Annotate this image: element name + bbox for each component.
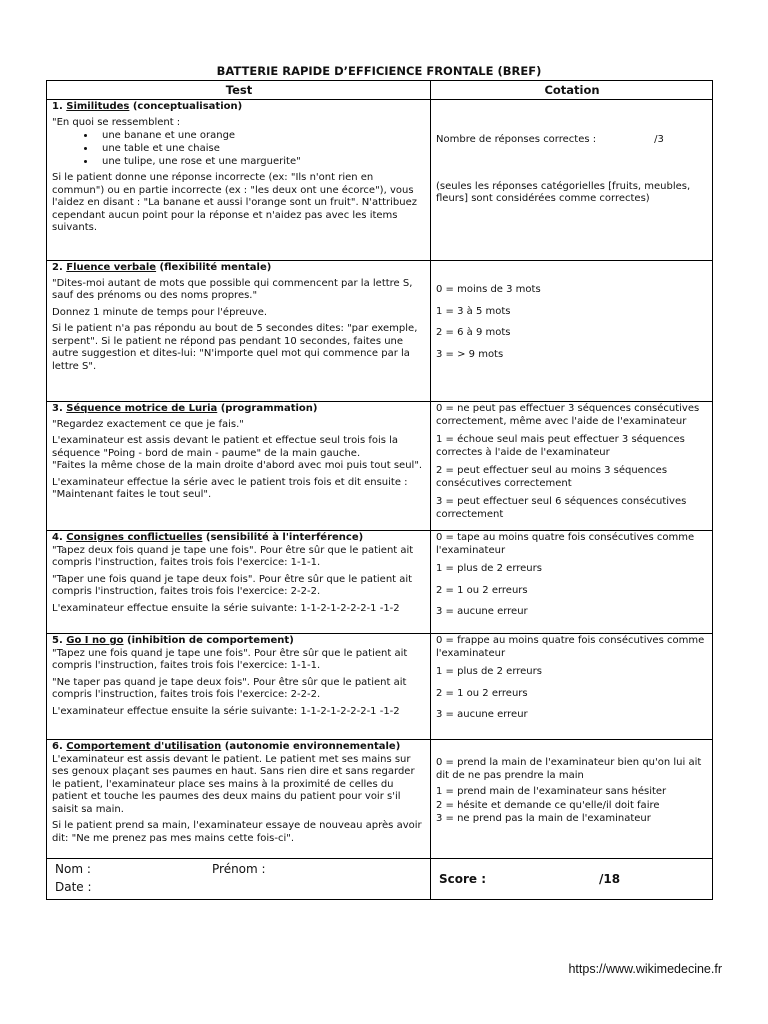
section-comportement-utilisation bbox=[47, 740, 713, 859]
header-test: Test bbox=[47, 81, 431, 100]
patient-info-cell bbox=[47, 859, 431, 900]
instruction-text: L'examinateur est assis devant le patient et effectue seul trois fois la séquence "Poing - bord de main - paume" de la main gauche. bbox=[52, 435, 399, 459]
section-luria bbox=[47, 402, 713, 531]
section-title: 5. Go I no go (inhibition de comportement) bbox=[52, 635, 294, 646]
score-option: 3 = > 9 mots bbox=[436, 348, 504, 360]
test-cell bbox=[47, 261, 431, 402]
cotation-cell bbox=[431, 100, 713, 261]
score-option: 2 = 1 ou 2 erreurs bbox=[436, 584, 528, 596]
cotation-cell bbox=[431, 531, 713, 634]
score-total: /18 bbox=[599, 871, 621, 886]
instruction-text: "Ne taper pas quand je tape deux fois". Pour être sûr que le patient ait compris l'instruction, faites trois fois l'exercice: 2-2-2. bbox=[52, 676, 407, 700]
instruction-text: L'examinateur effectue ensuite la série suivante: 1-1-2-1-2-2-2-1 -1-2 bbox=[52, 705, 400, 717]
score-option: 3 = ne prend pas la main de l'examinateur bbox=[436, 813, 651, 824]
instruction-text: "Taper une fois quand je tape deux fois". Pour être sûr que le patient ait compris l'instruction, faites trois fois l'exercice: 2-2-2. bbox=[52, 573, 413, 597]
score-option: 0 = tape au moins quatre fois consécutives comme l'examinateur bbox=[436, 532, 695, 556]
prenom-label: Prénom : bbox=[212, 862, 266, 876]
header-row bbox=[47, 81, 713, 100]
score-cell bbox=[431, 859, 713, 900]
instruction-text: Si le patient prend sa main, l'examinateur essaye de nouveau après avoir dit: "Ne me prenez pas mes mains cette fois-ci". bbox=[52, 820, 422, 844]
header-cotation: Cotation bbox=[431, 81, 713, 100]
instruction-text: "Tapez une fois quand je tape une fois". Pour être sûr que le patient ait compris l'instruction, faites trois fois l'exercice: 1-1-1. bbox=[52, 647, 408, 671]
source-url: https://www.wikimedecine.fr bbox=[568, 962, 722, 976]
instruction-text: "En quoi se ressemblent : bbox=[52, 116, 181, 128]
instruction-text: Si le patient n'a pas répondu au bout de 5 secondes dites: "par exemple, serpent". Si le patient ne répond pas pendant 10 secondes, faites une autre suggestion et dites-lui: "N'importe quel mot qui commence par la lettre S". bbox=[52, 323, 418, 372]
section-consignes-conflictuelles bbox=[47, 531, 713, 634]
score-option: 1 = échoue seul mais peut effectuer 3 séquences correctes à l'aide de l'examinateur bbox=[436, 434, 685, 458]
item-list bbox=[52, 129, 426, 168]
test-cell bbox=[47, 740, 431, 859]
date-label: Date : bbox=[55, 880, 92, 894]
cotation-cell bbox=[431, 740, 713, 859]
cotation-cell bbox=[431, 402, 713, 531]
section-title: 3. Séquence motrice de Luria (programmation) bbox=[52, 403, 318, 414]
score-option: 1 = 3 à 5 mots bbox=[436, 305, 511, 317]
score-option: 0 = moins de 3 mots bbox=[436, 284, 541, 295]
list-item: • une banane et une orange bbox=[96, 129, 426, 142]
cotation-note: (seules les réponses catégorielles [fruits, meubles, fleurs] sont considérées comme correctes) bbox=[436, 180, 691, 204]
footer-row bbox=[47, 859, 713, 900]
score-option: 1 = plus de 2 erreurs bbox=[436, 666, 542, 677]
nom-label: Nom : bbox=[55, 862, 91, 876]
test-cell bbox=[47, 634, 431, 740]
section-similitudes bbox=[47, 100, 713, 261]
score-option: 2 = 1 ou 2 erreurs bbox=[436, 687, 528, 699]
score-option: 0 = ne peut pas effectuer 3 séquences consécutives correctement, même avec l'aide de l'examinateur bbox=[436, 403, 700, 427]
cotation-cell bbox=[431, 634, 713, 740]
document-title: BATTERIE RAPIDE D’EFFICIENCE FRONTALE (BREF) bbox=[216, 64, 542, 78]
score-option: 2 = 6 à 9 mots bbox=[436, 327, 511, 338]
score-option: 3 = aucune erreur bbox=[436, 709, 528, 720]
correct-answers-line: Nombre de réponses correctes : /3 bbox=[436, 134, 664, 145]
score-label: Score : bbox=[439, 871, 487, 886]
instruction-text: L'examinateur est assis devant le patient. Le patient met ses mains sur ses genoux plaçant ses paumes en haut. Sans rien dire et sans regarder le patient, l'examinateur place ses mains à la proximité de celles du patient et touche les paumes des deux mains du patient pour voir s'il saisit sa main. bbox=[52, 753, 415, 815]
score-option: 1 = plus de 2 erreurs bbox=[436, 563, 542, 574]
score-option: 3 = aucune erreur bbox=[436, 606, 528, 617]
instruction-text: L'examinateur effectue ensuite la série suivante: 1-1-2-1-2-2-2-1 -1-2 bbox=[52, 602, 400, 614]
score-option: 0 = frappe au moins quatre fois consécutives comme l'examinateur bbox=[436, 635, 705, 659]
bref-table bbox=[46, 80, 713, 900]
list-item: • une table et une chaise bbox=[96, 142, 426, 155]
section-title: 2. Fluence verbale (flexibilité mentale) bbox=[52, 262, 272, 273]
score-option: 2 = peut effectuer seul au moins 3 séquences consécutives correctement bbox=[436, 465, 668, 489]
test-cell bbox=[47, 531, 431, 634]
score-option: 2 = hésite et demande ce qu'elle/il doit faire bbox=[436, 799, 660, 811]
test-cell bbox=[47, 402, 431, 531]
score-option: 3 = peut effectuer seul 6 séquences consécutives correctement bbox=[436, 496, 687, 520]
instruction-text: Si le patient donne une réponse incorrecte (ex: "Ils n'ont rien en commun") ou en partie incorrecte (ex : "les deux ont une écorce"), vous l'aidez en disant : "La banane et aussi l'orange sont un fruit". N'attribuez cependant aucun point pour la réponse et n'aidez pas avec les items suivants. bbox=[52, 172, 417, 233]
score-option: 0 = prend la main de l'examinateur bien qu'on lui ait dit de ne pas prendre la main bbox=[436, 757, 702, 781]
score-option: 1 = prend main de l'examinateur sans hésiter bbox=[436, 786, 667, 797]
section-go-no-go bbox=[47, 634, 713, 740]
section-fluence-verbale bbox=[47, 261, 713, 402]
section-title: 4. Consignes conflictuelles (sensibilité à l'interférence) bbox=[52, 532, 364, 543]
instruction-text: "Tapez deux fois quand je tape une fois". Pour être sûr que le patient ait compris l'instruction, faites trois fois l'exercice: 1-1-1. bbox=[52, 544, 414, 568]
instruction-text: "Dites-moi autant de mots que possible qui commencent par la lettre S, sauf des prénoms ou des noms propres." bbox=[52, 277, 413, 301]
instruction-text: L'examinateur effectue la série avec le patient trois fois et dit ensuite : "Maintenant faites le tout seul". bbox=[52, 476, 408, 500]
instruction-text: "Faites la même chose de la main droite d'abord avec moi puis tout seul". bbox=[52, 460, 423, 471]
instruction-text: Donnez 1 minute de temps pour l'épreuve. bbox=[52, 306, 268, 318]
section-title: 6. Comportement d'utilisation (autonomie environnementale) bbox=[52, 741, 401, 752]
instruction-text: "Regardez exactement ce que je fais." bbox=[52, 418, 244, 430]
cotation-cell bbox=[431, 261, 713, 402]
test-cell bbox=[47, 100, 431, 261]
list-item: • une tulipe, une rose et une marguerite" bbox=[96, 155, 426, 168]
section-title: 1. Similitudes (conceptualisation) bbox=[52, 101, 243, 112]
